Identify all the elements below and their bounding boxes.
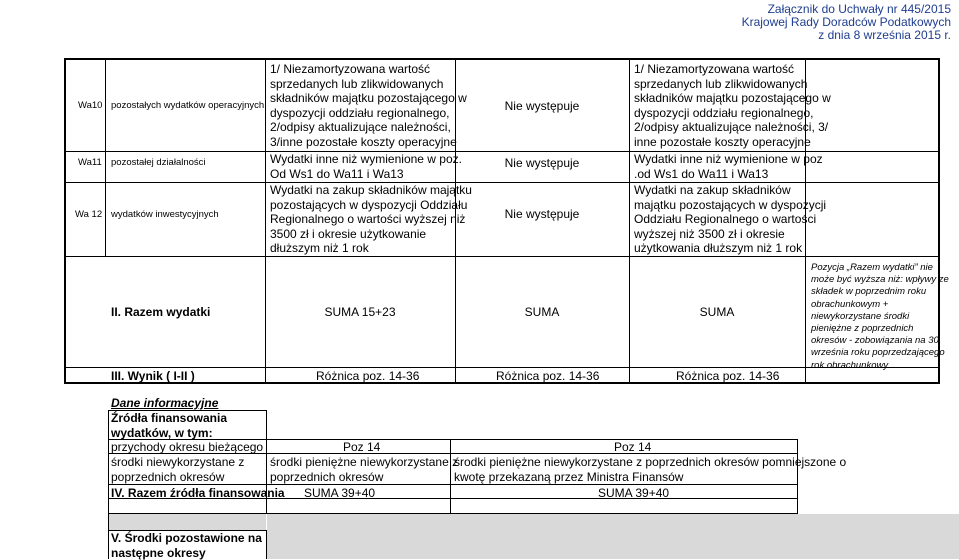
row-desc-wa12: wydatków inwestycyjnych (111, 209, 219, 220)
wynik-col3: Różnica poz. 14-36 (676, 369, 780, 383)
header-line-1: Załącznik do Uchwały nr 445/2015 (767, 2, 951, 16)
row-desc-wa10: pozostałych wydatków operacyjnych (111, 100, 265, 111)
summary-label: II. Razem wydatki (111, 305, 211, 319)
informacyjne-title: Dane informacyjne (111, 396, 219, 410)
row-col2-wa10: Nie występuje (504, 99, 580, 113)
wynik-label: III. Wynik ( I-II ) (111, 369, 195, 383)
row-col3-wa12: Wydatki na zakup składników majątku pozostających w dyspozycji Oddziału Regionalnego o wartości wyższej niż 3500 zł i okresie użytkowania dłuższym niż 1 rok (634, 183, 827, 255)
srodki-label: środki niewykorzystane z poprzednich okresów (111, 455, 245, 484)
pozostawione-label: V. Środki pozostawione na następne okresy (111, 531, 262, 560)
row-desc-wa11: pozostałej działalności (111, 157, 206, 168)
wynik-col2: Różnica poz. 14-36 (496, 369, 600, 383)
przychody-col3: Poz 14 (614, 440, 652, 454)
srodki-col1: środki pieniężne niewykorzystane z poprzednich okresów (270, 455, 459, 484)
summary-col2: SUMA (524, 305, 560, 319)
zrodla-label: Źródła finansowania wydatków, w tym: (111, 411, 228, 440)
summary-col3: SUMA (699, 305, 735, 319)
srodki-col3: środki pieniężne niewykorzystane z poprzednich okresów pomniejszone o kwotę przekazaną przez Ministra Finansów (454, 455, 847, 484)
summary-col1: SUMA 15+23 (324, 305, 396, 319)
row-col1-wa12: Wydatki na zakup składników majątku pozostających w dyspozycji Oddziału Regionalnego o wartości wyższej niż 3500 zł i okresie użytkowanie dłuższym niż 1 rok (270, 183, 472, 255)
row-code-wa10: Wa10 (78, 100, 103, 111)
row-code-wa12: Wa 12 (75, 209, 103, 220)
wynik-col1: Różnica poz. 14-36 (316, 369, 420, 383)
header-line-2: Krajowej Rady Doradców Podatkowych (741, 15, 951, 29)
row-col3-wa11: Wydatki inne niż wymienione w poz .od Ws1 do Wa11 i Wa13 (634, 152, 823, 181)
header-line-3: z dnia 8 września 2015 r. (818, 28, 951, 42)
row-code-wa11: Wa11 (78, 157, 102, 168)
przychody-label: przychody okresu bieżącego (111, 440, 264, 454)
summary-note: Pozycja „Razem wydatki” nie może być wyższa niż: wpływy ze składek w poprzednim roku obrachunkowym + niewykorzystane środki pieniężne z poprzednich okresów - zobowiązania na 30 września roku poprzedzającego rok obrachunkowy (811, 262, 949, 371)
razem-zrodla-col1: SUMA 39+40 (304, 486, 376, 500)
razem-zrodla-col3: SUMA 39+40 (598, 486, 670, 500)
row-col2-wa12: Nie występuje (504, 207, 580, 221)
row-col1-wa10: 1/ Niezamortyzowana wartość sprzedanych lub zlikwidowanych składników majątku pozostającego w dyspozycji oddziału regionalnego, 2/odpisy aktualizujące należności, 3/inne pozostałe koszty operacyjne (270, 62, 467, 149)
przychody-col1: Poz 14 (343, 440, 381, 454)
row-col3-wa10: 1/ Niezamortyzowana wartość sprzedanych lub zlikwidowanych składników majątku pozostającego w dyspozycji oddziału regionalnego, 2/odpisy aktualizujące należności, 3/ inne pozostałe koszty operacyjne (634, 62, 831, 149)
row-col2-wa11: Nie występuje (504, 156, 580, 170)
razem-zrodla-label: IV. Razem źródła finansowania (111, 486, 285, 500)
row-col1-wa11: Wydatki inne niż wymienione w poz. Od Ws1 do Wa11 i Wa13 (270, 152, 462, 181)
